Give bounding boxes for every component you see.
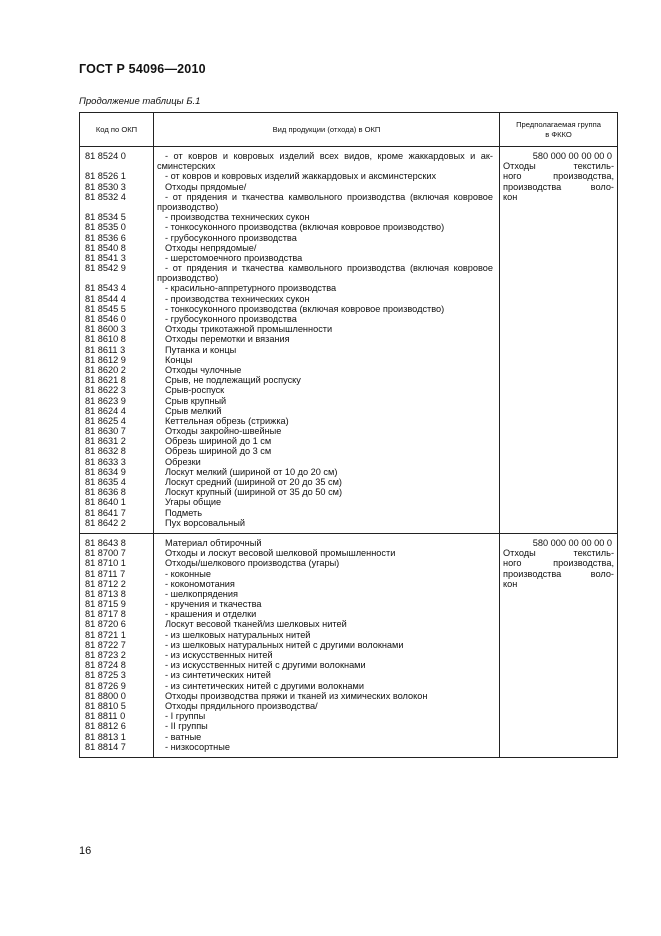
product-name: - из шелковых натуральных нитей с другими волокнами — [165, 639, 404, 650]
table-block-row — [80, 147, 618, 534]
product-name: Лоскут мелкий (шириной от 10 до 20 см) — [165, 466, 338, 477]
fkko-group-code: 580 000 00 00 00 0 — [532, 151, 612, 161]
product-name: Срыв, не подлежащий роспуску — [165, 375, 301, 386]
okp-code: 81 8717 8 — [85, 609, 126, 620]
product-name: Пух ворсовальный — [165, 517, 245, 528]
product-name: Угары общие — [165, 497, 222, 508]
okp-code: 81 8725 3 — [85, 670, 126, 681]
product-name: Срыв мелкий — [165, 405, 222, 416]
page-number: 16 — [79, 845, 92, 857]
product-name: Срыв крупный — [165, 395, 227, 406]
okp-code: 81 8723 2 — [85, 650, 126, 660]
okp-code: 81 8534 5 — [85, 212, 126, 223]
product-name: Обрезки — [165, 456, 201, 467]
classification-table — [79, 112, 618, 758]
product-name: Путанка и концы — [165, 344, 237, 355]
table-header-row — [80, 113, 618, 147]
okp-code: 81 8631 2 — [85, 436, 126, 447]
column-header-group — [500, 113, 618, 147]
okp-code: 81 8624 4 — [85, 405, 126, 416]
code-cell — [80, 147, 154, 534]
okp-code: 81 8641 7 — [85, 507, 126, 518]
product-name: - кокономотания — [165, 578, 235, 589]
product-name: - из шелковых натуральных нитей — [165, 629, 311, 640]
product-name: - II группы — [165, 721, 208, 732]
product-name: - тонкосуконного производства (включая ковровое производство) — [165, 222, 445, 233]
okp-code: 81 8812 6 — [85, 721, 126, 732]
okp-code: 81 8800 0 — [85, 690, 126, 701]
okp-code: 81 8814 7 — [85, 741, 126, 752]
product-name: Лоскут средний (шириной от 20 до 35 см) — [165, 477, 342, 487]
fkko-group-description: Отходы текстиль- — [503, 161, 614, 172]
column-header-name: Вид продукции (отхода) в ОКП — [154, 113, 500, 147]
column-header-group-line: Предполагаемая группа — [516, 119, 601, 129]
fkko-group-cell — [500, 147, 618, 534]
document-title: ГОСТ Р 54096—2010 — [79, 62, 206, 76]
okp-code: 81 8700 7 — [85, 548, 126, 559]
product-name: - от прядения и ткачества камвольного производства (включая ковровое — [165, 263, 493, 274]
okp-code: 81 8724 8 — [85, 660, 126, 671]
product-name: Отходы трикотажной промышленности — [165, 324, 333, 335]
product-name: производство) — [157, 273, 219, 284]
product-name: Материал обтирочный — [165, 537, 262, 548]
column-header-code: Код по ОКП — [80, 113, 154, 147]
product-name: Лоскут крупный (шириной от 35 до 50 см) — [165, 487, 343, 498]
product-name: Отходы прядомые/ — [165, 181, 247, 192]
product-name: - от прядения и ткачества камвольного производства (включая ковровое — [165, 191, 493, 202]
okp-code: 81 8543 4 — [85, 283, 126, 294]
fkko-group-description: производства воло- — [503, 181, 614, 192]
code-cell — [80, 533, 154, 757]
okp-code: 81 8620 2 — [85, 364, 126, 375]
okp-code: 81 8715 9 — [85, 599, 126, 610]
product-name: Отходы прядильного производства/ — [165, 700, 318, 711]
table-block-row — [80, 533, 618, 757]
product-name: Обрезь шириной до 1 см — [165, 436, 272, 447]
okp-code: 81 8726 9 — [85, 680, 126, 691]
fkko-group-code: 580 000 00 00 00 0 — [532, 537, 612, 548]
product-name: - производства технических сукон — [165, 293, 310, 304]
fkko-group-description: кон — [503, 578, 518, 589]
okp-code: 81 8643 8 — [85, 537, 126, 548]
okp-code: 81 8642 2 — [85, 517, 126, 528]
table-caption: Продолжение таблицы Б.1 — [79, 96, 201, 107]
okp-code: 81 8713 8 — [85, 588, 126, 599]
product-name: - из синтетических нитей с другими волокнами — [165, 680, 364, 691]
name-cell — [154, 533, 500, 757]
product-name: - из искусственных нитей — [165, 650, 273, 660]
okp-code: 81 8710 1 — [85, 558, 126, 569]
product-name: - грубосуконного производства — [165, 232, 297, 243]
okp-code: 81 8722 7 — [85, 639, 126, 650]
product-name: Отходы перемотки и вязания — [165, 334, 290, 345]
okp-code: 81 8633 3 — [85, 456, 126, 467]
okp-code: 81 8610 8 — [85, 334, 126, 345]
column-header-group-line: в ФККО — [545, 129, 572, 139]
product-name: Обрезь шириной до 3 см — [165, 446, 272, 457]
product-name: - низкосортные — [165, 741, 230, 752]
okp-code: 81 8810 5 — [85, 700, 126, 711]
code-spacer — [85, 202, 153, 212]
product-name: - кручения и ткачества — [165, 599, 262, 610]
product-name: Кеттельная обрезь (стрижка) — [165, 415, 289, 426]
product-name: - от ковров и ковровых изделий жаккардовых и аксминстерских — [165, 171, 437, 182]
okp-code: 81 8623 9 — [85, 395, 126, 406]
product-name: - из синтетических нитей — [165, 670, 271, 681]
okp-code: 81 8625 4 — [85, 415, 126, 426]
okp-code: 81 8811 0 — [85, 711, 126, 722]
product-name: Отходы производства пряжи и тканей из химических волокон — [165, 690, 428, 701]
okp-code: 81 8544 4 — [85, 293, 126, 304]
product-name: - тонкосуконного производства (включая ковровое производство) — [165, 303, 445, 314]
okp-code: 81 8636 8 — [85, 487, 126, 498]
fkko-group-description: кон — [503, 191, 518, 202]
fkko-group-cell — [500, 533, 618, 757]
product-name: сминстерских — [157, 161, 216, 172]
code-spacer — [85, 161, 153, 171]
product-name: - шерстомоечного производства — [165, 252, 303, 263]
fkko-group-description: ного производства, — [503, 558, 614, 569]
okp-code: 81 8622 3 — [85, 385, 126, 396]
product-name: - I группы — [165, 711, 206, 722]
product-name: - из искусственных нитей с другими волокнами — [165, 660, 366, 671]
okp-code: 81 8720 6 — [85, 619, 126, 630]
okp-code: 81 8546 0 — [85, 314, 126, 324]
product-name: - крашения и отделки — [165, 609, 257, 620]
product-name: Срыв-роспуск — [165, 385, 225, 396]
product-name: Отходы чулочные — [165, 364, 242, 375]
okp-code: 81 8712 2 — [85, 578, 126, 589]
okp-code: 81 8540 8 — [85, 242, 126, 253]
product-name: - шелкопрядения — [165, 588, 238, 599]
okp-code: 81 8621 8 — [85, 375, 126, 386]
product-name: - грубосуконного производства — [165, 314, 297, 324]
okp-code: 81 8536 6 — [85, 232, 126, 243]
product-name: Отходы и лоскут весовой шелковой промышленности — [165, 548, 396, 559]
okp-code: 81 8711 7 — [85, 568, 126, 579]
okp-code: 81 8813 1 — [85, 731, 126, 742]
okp-code: 81 8611 3 — [85, 344, 126, 355]
okp-code: 81 8600 3 — [85, 324, 126, 335]
product-name: Отходы закройно-швейные — [165, 426, 282, 437]
okp-code: 81 8526 1 — [85, 171, 126, 182]
okp-code: 81 8535 0 — [85, 222, 126, 233]
okp-code: 81 8530 3 — [85, 181, 126, 192]
fkko-group-description: производства воло- — [503, 568, 614, 579]
fkko-group-description: ного производства, — [503, 171, 614, 182]
product-name: - производства технических сукон — [165, 212, 310, 223]
product-name: - от ковров и ковровых изделий всех видов, кроме жаккардовых и ак- — [165, 151, 493, 161]
product-name: производство) — [157, 201, 219, 212]
okp-code: 81 8545 5 — [85, 303, 126, 314]
product-name: Подметь — [165, 507, 202, 518]
product-name: - красильно-аппретурного производства — [165, 283, 337, 294]
okp-code: 81 8721 1 — [85, 629, 126, 640]
okp-code: 81 8541 3 — [85, 252, 126, 263]
okp-code: 81 8532 4 — [85, 191, 126, 202]
fkko-group-description: Отходы текстиль- — [503, 548, 614, 559]
name-cell — [154, 147, 500, 534]
product-name: - ватные — [165, 731, 202, 742]
okp-code: 81 8542 9 — [85, 263, 126, 274]
okp-code: 81 8612 9 — [85, 354, 126, 365]
product-name: Лоскут весовой тканей/из шелковых нитей — [165, 619, 347, 630]
product-name: Концы — [165, 354, 193, 365]
okp-code: 81 8524 0 — [85, 151, 126, 161]
product-name: - коконные — [165, 568, 211, 579]
code-spacer — [85, 273, 153, 283]
okp-code: 81 8635 4 — [85, 477, 126, 487]
product-name: Отходы непрядомые/ — [165, 242, 257, 253]
product-name: Отходы/шелкового производства (угары) — [165, 558, 340, 569]
okp-code: 81 8640 1 — [85, 497, 126, 508]
okp-code: 81 8634 9 — [85, 466, 126, 477]
okp-code: 81 8630 7 — [85, 426, 126, 437]
okp-code: 81 8632 8 — [85, 446, 126, 457]
